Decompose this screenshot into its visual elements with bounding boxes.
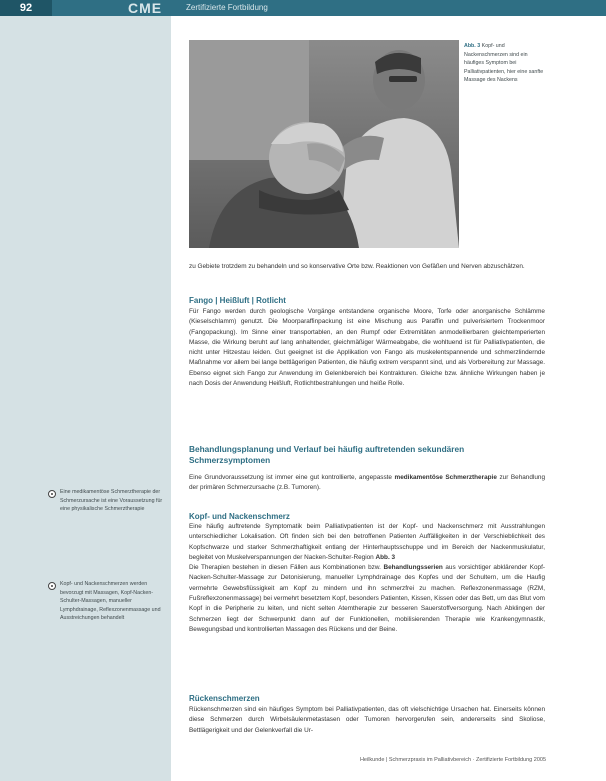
ruecken-heading: Rückenschmerzen	[189, 694, 260, 703]
kopf-text-emphasis: Behandlungsserien	[383, 564, 443, 572]
side-note-2: Kopf- und Nackenschmerzen werden bevorzugt mit Massagen, Kopf-Nacken-Schulter-Massagen, manueller Lymphdrainage, Reflexzonenmassage und Ausstreichungen behandelt	[60, 581, 161, 622]
kopf-text-part: aus vorsichtiger abklärender Kopf-Nacken-Schulter-Massage zur Detonisierung, manueller Lymphdrainage des Kopfes und der Schultern, um die Haufig vermehrte Gewebsflüssigkeit am Kopf zu mindern und ihn schmerzfrei zu machen. Reflexzonenmassage (RZM, Fußreflexzonenmassage) bei vermehrt besetztem Kopf, besonders Patienten, Kissen, Kissen oder das Bett, um das Blut vom Kopf in die Peripherie zu leiten, und nicht selten Atemtherapie zur besseren Sauerstoffversorgung. Nach Abklingen der Schmerzen liegt der Schwerpunkt dann auf der Funktionellen, mobilisierenden Therapie wie Krankengymnastik, Bewegungsbad und kontrollierten Massagen des Rückens und der Beine.	[189, 564, 545, 633]
treatment-section	[189, 444, 545, 494]
margin-sidebar	[0, 16, 171, 781]
ruecken-section	[189, 694, 545, 736]
figure-caption-text: Kopf- und Nackenschmerzen sind ein häufiges Symptom bei Palliativpatienten, hier eine sanfte Massage des Nackens	[464, 43, 544, 84]
brand-label: CME	[128, 0, 163, 16]
intro-text: zu Gebiete trotzdem zu behandeln und so konservative Orte bzw. Reaktionen von Gefäßen und Nerven abzuschätzen.	[189, 263, 525, 270]
figure-reference: Abb. 3	[375, 553, 396, 561]
fango-text: Für Fango werden durch geologische Vorgänge entstandene organische Moore, Torfe oder anorganische Schlämme (Kieselschlamm) genutzt. Die Moorparaffinpackung ist eine Mischung aus Paraffin und pulverisiertem Trockenmoor (Fangopackung). Im Sinne einer transportablen, an den Rumpf oder Extremitäten anmodellierbaren gleichtemperierten Masse, die Wirkung beruht auf lang anhaltender, gleichmäßiger Wärmeabgabe, die wohltuend ist für Palliativpatienten, die nicht unter Hitzestau leiden. Gut geeignet ist die Applikation von Fango als muskelentspannende und schmerzlindernde Maßnahme vor allem bei lange bettlägerigen Patienten, die häufig extrem verspannt sind, und als Vorbereitung zur Massage. Ebenso eignet sich Fango zur Anwendung im Gelenkbereich bei Kontrakturen. Gleiche bzw. ähnliche Wirkungen haben je nach Dosis der Anwendung Heißluft, Rotlichtbestrahlungen und heiße Rolle.	[189, 308, 545, 388]
note-marker-icon	[48, 582, 56, 590]
fango-section	[189, 296, 545, 389]
kopf-section	[189, 512, 545, 635]
figure-caption	[464, 42, 546, 85]
running-head: Zertifizierte Fortbildung	[186, 3, 268, 12]
header-bar	[0, 0, 606, 16]
note-marker-icon	[48, 490, 56, 498]
kopf-text-1	[189, 522, 545, 563]
figure-label: Abb. 3	[464, 43, 481, 49]
section-text-emphasis: medikamentöse Schmerztherapie	[394, 474, 497, 481]
intro-paragraph	[189, 262, 545, 272]
ruecken-text: Rückenschmerzen sind ein häufiges Symptom bei Palliativpatienten, das oft vielschichtige Ursachen hat. Einerseits können diese Schmerzen durch Wirbelsäulenmetastasen oder Tumoren hervorgerufen sein, andererseits sind Skoliose, Bettlägerigkeit und der Gelenkverfall die Ur-	[189, 706, 545, 734]
page-footer: Heilkunde | Schmerzpraxis im Palliativbereich · Zertifizierte Fortbildung 2005	[359, 757, 546, 763]
kopf-text-part: Eine häufig auftretende Symptomatik beim Palliativpatienten ist der Kopf- und Nackenschmerz mit Ausstrahlungen unterschiedlicher Lokalisation. Oft finden sich bei den betroffenen Patienten Auffälligkeiten in der Verschieblichkeit des Kopfschwarze und starker Schmerzhaftigkeit entlang der Hinterhauptsschuppe und im Bereich der Nackenmuskulatur, begleitet von Muskelverspannungen der Nacken-Schulter-Region	[189, 523, 545, 561]
section-text-part: Eine Grundvoraussetzung ist immer eine gut kontrollierte, angepasste	[189, 474, 395, 481]
fango-heading: Fango | Heißluft | Rotlicht	[189, 296, 286, 305]
kopf-text-2	[189, 563, 545, 635]
section-text-part: zur Behandlung der primären Schmerzursache (z.B. Tumoren).	[189, 474, 545, 492]
section-text	[189, 473, 545, 494]
photo-image	[189, 40, 459, 248]
page-number: 92	[0, 0, 52, 16]
side-note-1: Eine medikamentöse Schmerztherapie der Schmerzursache ist eine Voraussetzung für eine physikalische Schmerztherapie	[60, 489, 163, 513]
figure-photo	[189, 40, 459, 248]
kopf-heading: Kopf- und Nackenschmerz	[189, 512, 290, 521]
kopf-text-part: Die Therapien bestehen in diesen Fällen aus Kombinationen bzw.	[189, 564, 384, 572]
section-heading: Behandlungsplanung und Verlauf bei häufig auftretenden sekundären Schmerzsymptomen	[189, 444, 465, 465]
